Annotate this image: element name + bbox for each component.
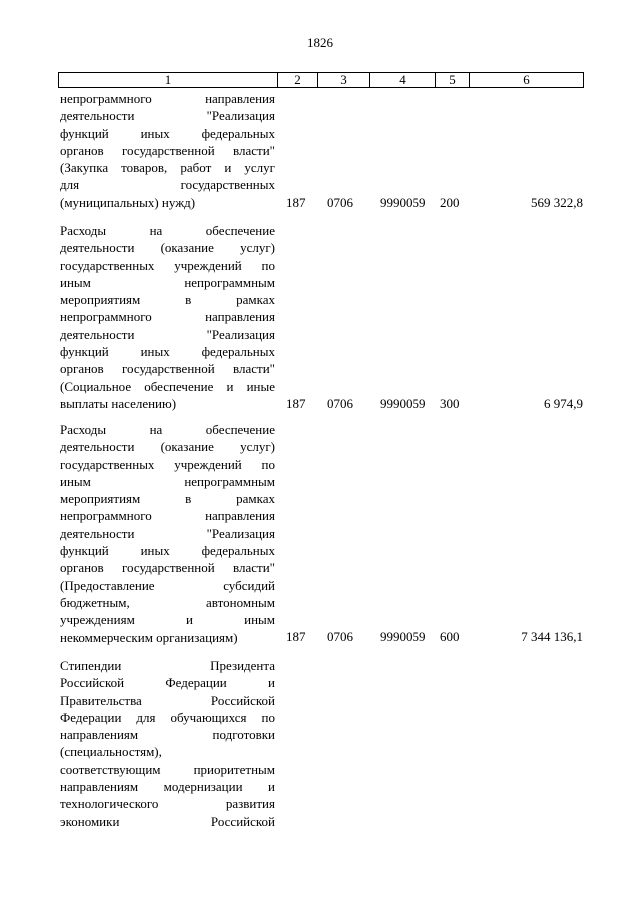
row-1-line: (Закупка товаров, работ и услуг bbox=[60, 160, 275, 176]
row-3-csr: 9990059 bbox=[380, 629, 426, 644]
row-2-description bbox=[60, 222, 275, 412]
header-col-2: 2 bbox=[278, 73, 318, 87]
row-1-line: органов государственной власти" bbox=[60, 142, 275, 158]
row-4-line: Стипендии Президента bbox=[60, 658, 275, 673]
row-3-line: деятельности (оказание услуг) bbox=[60, 439, 275, 455]
row-3-line: (Предоставление субсидий bbox=[60, 577, 275, 593]
row-1-line: деятельности "Реализация bbox=[60, 108, 275, 124]
row-3-line: мероприятиям в рамках bbox=[60, 491, 275, 507]
row-2-line: деятельности (оказание услуг) bbox=[60, 240, 275, 256]
row-3-line: иным непрограммным bbox=[60, 473, 275, 489]
table-header bbox=[58, 72, 584, 88]
row-4-line: Правительства Российской bbox=[60, 692, 275, 708]
row-2-line: иным непрограммным bbox=[60, 274, 275, 290]
row-1-vr: 200 bbox=[440, 195, 460, 210]
row-2-line: государственных учреждений по bbox=[60, 257, 275, 273]
page-number: 1826 bbox=[307, 35, 333, 50]
row-2-section: 0706 bbox=[327, 396, 353, 411]
row-1-line: для государственных bbox=[60, 177, 275, 193]
row-4-line: Российской Федерации и bbox=[60, 675, 275, 691]
row-2-ved: 187 bbox=[286, 396, 306, 411]
row-3-line: учреждениям и иным bbox=[60, 612, 275, 628]
row-2-line: непрограммного направления bbox=[60, 309, 275, 325]
row-4-line: соответствующим приоритетным bbox=[60, 761, 275, 777]
row-3-line: Расходы на обеспечение bbox=[60, 422, 275, 437]
row-3-vr: 600 bbox=[440, 629, 460, 644]
row-2-line: Расходы на обеспечение bbox=[60, 223, 275, 238]
row-3-line: непрограммного направления bbox=[60, 508, 275, 524]
row-2-csr: 9990059 bbox=[380, 396, 426, 411]
row-3-section: 0706 bbox=[327, 629, 353, 644]
header-col-6: 6 bbox=[523, 72, 530, 87]
row-4-line: технологического развития bbox=[60, 796, 275, 812]
row-3-line: органов государственной власти" bbox=[60, 560, 275, 576]
row-3-line: функций иных федеральных bbox=[60, 543, 275, 559]
row-1-description bbox=[60, 90, 275, 211]
row-2-line: выплаты населению) bbox=[60, 395, 177, 411]
row-3-line: бюджетным, автономным bbox=[60, 594, 275, 610]
row-1-line: (муниципальных) нужд) bbox=[60, 194, 196, 210]
row-3-description bbox=[60, 421, 275, 646]
row-3-sum: 7 344 136,1 bbox=[521, 629, 583, 644]
row-2-sum: 6 974,9 bbox=[544, 396, 583, 411]
row-2-line: мероприятиям в рамках bbox=[60, 292, 275, 308]
row-4-line: экономики Российской bbox=[60, 813, 275, 829]
row-1-sum: 569 322,8 bbox=[531, 195, 583, 210]
row-4-line: направлениям подготовки bbox=[60, 727, 275, 743]
row-4-line: (специальностям), bbox=[60, 744, 162, 760]
row-4-line: Федерации для обучающихся по bbox=[60, 709, 275, 725]
row-2-line: (Социальное обеспечение и иные bbox=[60, 378, 275, 394]
header-col-3: 3 bbox=[318, 73, 370, 87]
row-3-ved: 187 bbox=[286, 629, 306, 644]
row-2-line: деятельности "Реализация bbox=[60, 326, 275, 342]
header-col-4: 4 bbox=[370, 73, 436, 87]
row-1-line: непрограммного направления bbox=[60, 91, 275, 106]
row-3-line: деятельности "Реализация bbox=[60, 525, 275, 541]
row-1-section: 0706 bbox=[327, 195, 353, 210]
row-3-line: государственных учреждений по bbox=[60, 456, 275, 472]
header-col-5: 5 bbox=[436, 73, 470, 87]
row-1-line: функций иных федеральных bbox=[60, 125, 275, 141]
row-2-vr: 300 bbox=[440, 396, 460, 411]
row-2-line: органов государственной власти" bbox=[60, 361, 275, 377]
row-1-csr: 9990059 bbox=[380, 195, 426, 210]
row-3-line: некоммерческим организациям) bbox=[60, 629, 238, 645]
header-col-1: 1 bbox=[59, 73, 278, 87]
row-4-line: направлениям модернизации и bbox=[60, 779, 275, 795]
row-1-ved: 187 bbox=[286, 195, 306, 210]
row-4-description bbox=[60, 657, 275, 830]
row-2-line: функций иных федеральных bbox=[60, 344, 275, 360]
